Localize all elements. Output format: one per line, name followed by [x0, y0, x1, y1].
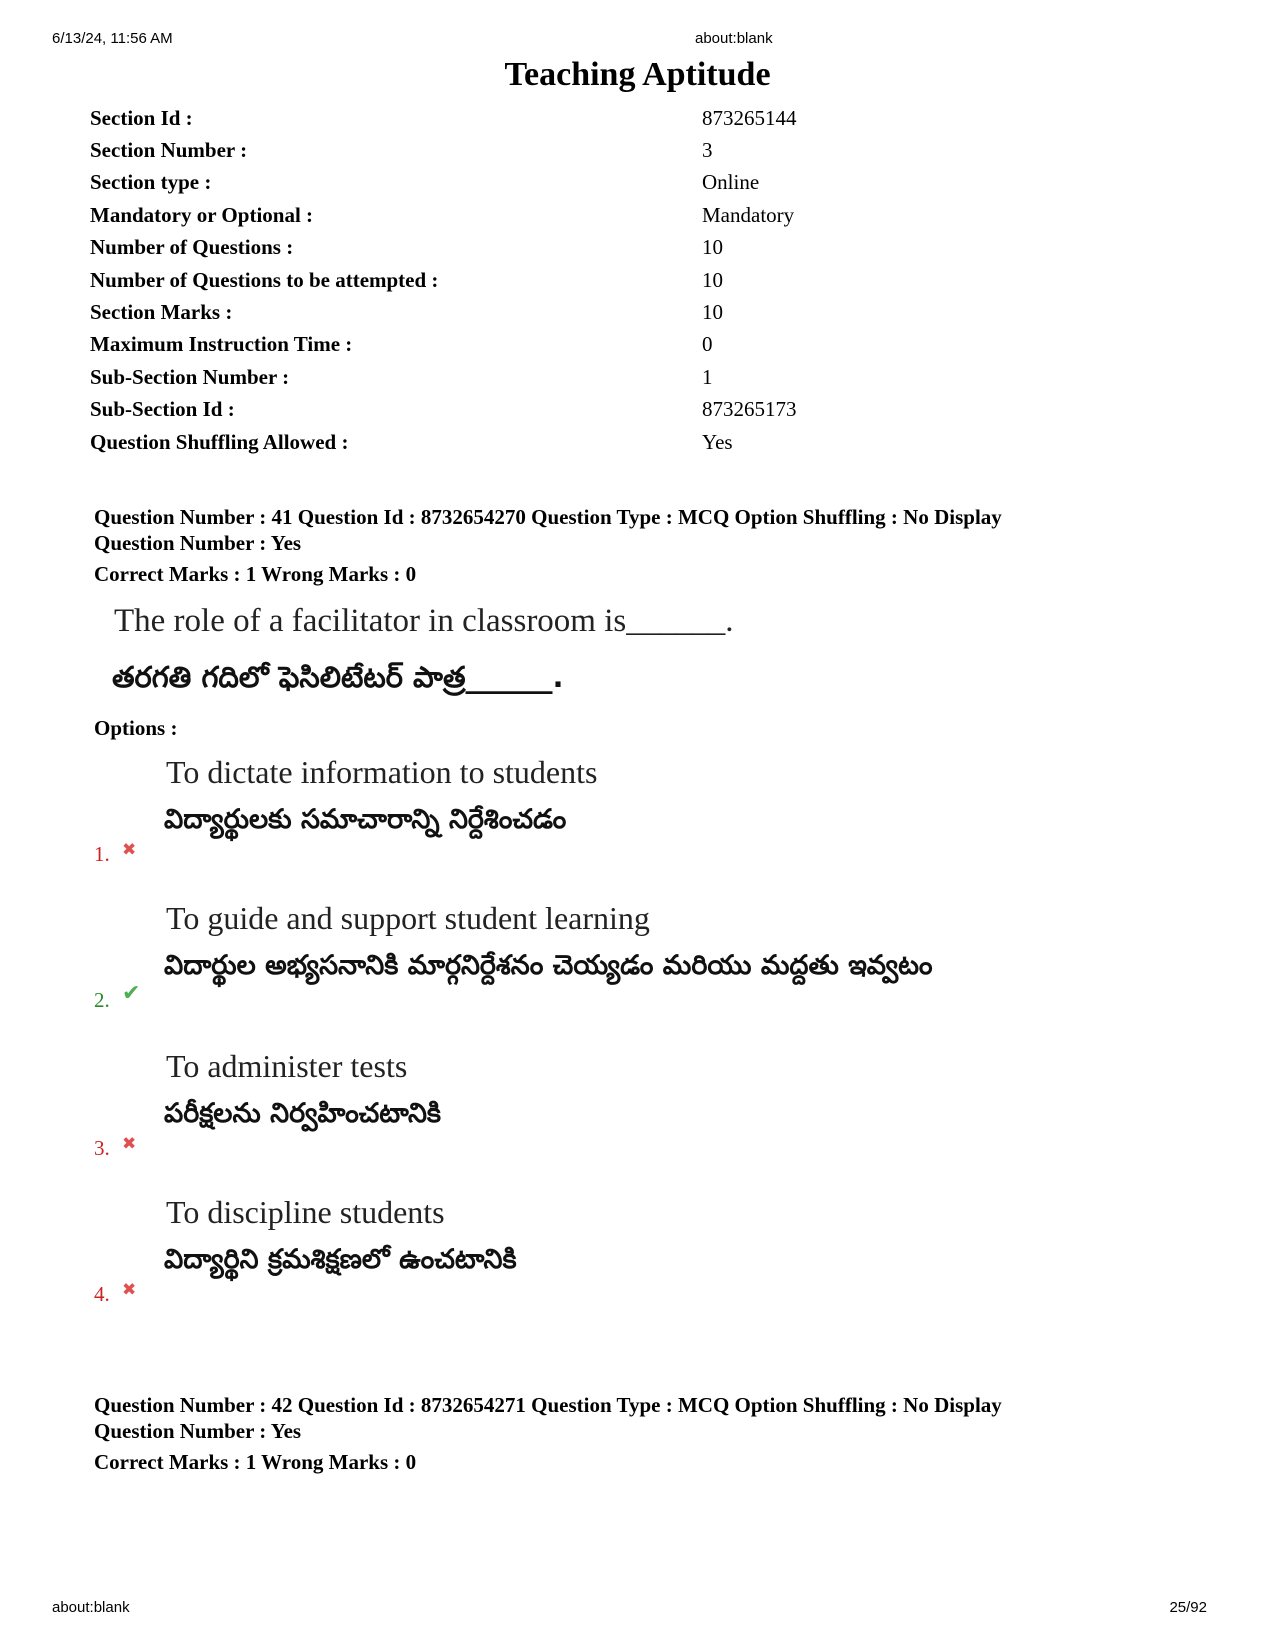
option-text-telugu: విద్యార్థులకు సమాచారాన్ని నిర్దేశించడం [164, 804, 567, 835]
question-42-header [94, 1392, 1194, 1475]
option-number: 3. [94, 1136, 110, 1160]
section-info-label: Sub-Section Number : [90, 364, 290, 389]
section-info-row [90, 296, 1190, 328]
section-info-label: Section Number : [90, 138, 248, 163]
option-2 [94, 900, 1194, 1030]
question-meta-line: Question Number : 41 Question Id : 8732654270 Question Type : MCQ Option Shuffling : No Display [94, 505, 1002, 529]
page-number: 25/92 [1169, 1599, 1207, 1616]
question-marks: Correct Marks : 1 Wrong Marks : 0 [94, 1450, 417, 1474]
section-info-row [90, 167, 1190, 199]
section-info-value: 0 [702, 332, 713, 357]
check-icon: ✔ [122, 981, 141, 1006]
section-info-label: Question Shuffling Allowed : [90, 429, 349, 454]
print-timestamp: 6/13/24, 11:56 AM [52, 30, 173, 47]
section-info-row [90, 102, 1190, 134]
section-info-row [90, 232, 1190, 264]
section-info-value: 3 [702, 138, 713, 163]
footer-url: about:blank [52, 1599, 130, 1616]
cross-icon: ✖ [122, 1134, 137, 1154]
option-number: 4. [94, 1282, 110, 1306]
option-4 [94, 1194, 1194, 1324]
section-info-row [90, 361, 1190, 393]
section-info-row [90, 199, 1190, 231]
section-info-row [90, 426, 1190, 458]
section-info-label: Section Marks : [90, 300, 233, 325]
question-text-telugu: తరగతి గదిలో ఫెసిలిటేటర్ పాత్ర______. [112, 660, 564, 694]
section-info-row [90, 134, 1190, 166]
section-info-value: 1 [702, 364, 713, 389]
question-marks: Correct Marks : 1 Wrong Marks : 0 [94, 562, 417, 586]
section-info-label: Maximum Instruction Time : [90, 332, 353, 357]
section-info-value: Yes [702, 429, 733, 454]
cross-icon: ✖ [122, 1280, 137, 1300]
option-text-english: To administer tests [166, 1048, 408, 1084]
page-title: Teaching Aptitude [504, 56, 771, 93]
section-info-label: Number of Questions to be attempted : [90, 267, 439, 292]
section-info-value: 873265144 [702, 105, 797, 130]
section-info-value: 10 [702, 267, 723, 292]
option-3 [94, 1048, 1194, 1178]
section-info-label: Mandatory or Optional : [90, 202, 314, 227]
print-url: about:blank [695, 30, 773, 47]
section-info-label: Section type : [90, 170, 212, 195]
option-number: 2. [94, 988, 110, 1012]
option-text-english: To dictate information to students [166, 754, 598, 790]
section-info-value: Mandatory [702, 202, 795, 227]
question-text-english: The role of a facilitator in classroom is______. [114, 603, 734, 639]
section-info-row [90, 329, 1190, 361]
section-info-row [90, 264, 1190, 296]
option-text-telugu: పరీక్షలను నిర్వహించటానికి [164, 1098, 441, 1129]
question-meta-line: Question Number : Yes [94, 1419, 302, 1443]
question-meta-line: Question Number : Yes [94, 531, 302, 555]
section-info-value: Online [702, 170, 760, 195]
option-text-english: To guide and support student learning [166, 900, 650, 936]
section-info-row [90, 394, 1190, 426]
section-info-table [90, 102, 1190, 458]
section-info-label: Number of Questions : [90, 235, 294, 260]
option-1 [94, 754, 1194, 884]
option-text-telugu: విద్యార్థిని క్రమశిక్షణలో ఉంచటానికి [164, 1244, 517, 1275]
section-info-label: Sub-Section Id : [90, 397, 235, 422]
option-text-telugu: విదార్థుల అభ్యసనానికి మార్గనిర్దేశనం చెయ్యడం మరియు మద్దతు ఇవ్వటం [164, 950, 933, 981]
cross-icon: ✖ [122, 840, 137, 860]
section-info-label: Section Id : [90, 105, 193, 130]
option-number: 1. [94, 842, 110, 866]
section-info-value: 10 [702, 300, 723, 325]
question-41-header [94, 504, 1194, 587]
section-info-value: 873265173 [702, 397, 797, 422]
question-meta-line: Question Number : 42 Question Id : 8732654271 Question Type : MCQ Option Shuffling : No Display [94, 1393, 1002, 1417]
section-info-value: 10 [702, 235, 723, 260]
options-label: Options : [94, 716, 178, 740]
option-text-english: To discipline students [166, 1194, 445, 1230]
